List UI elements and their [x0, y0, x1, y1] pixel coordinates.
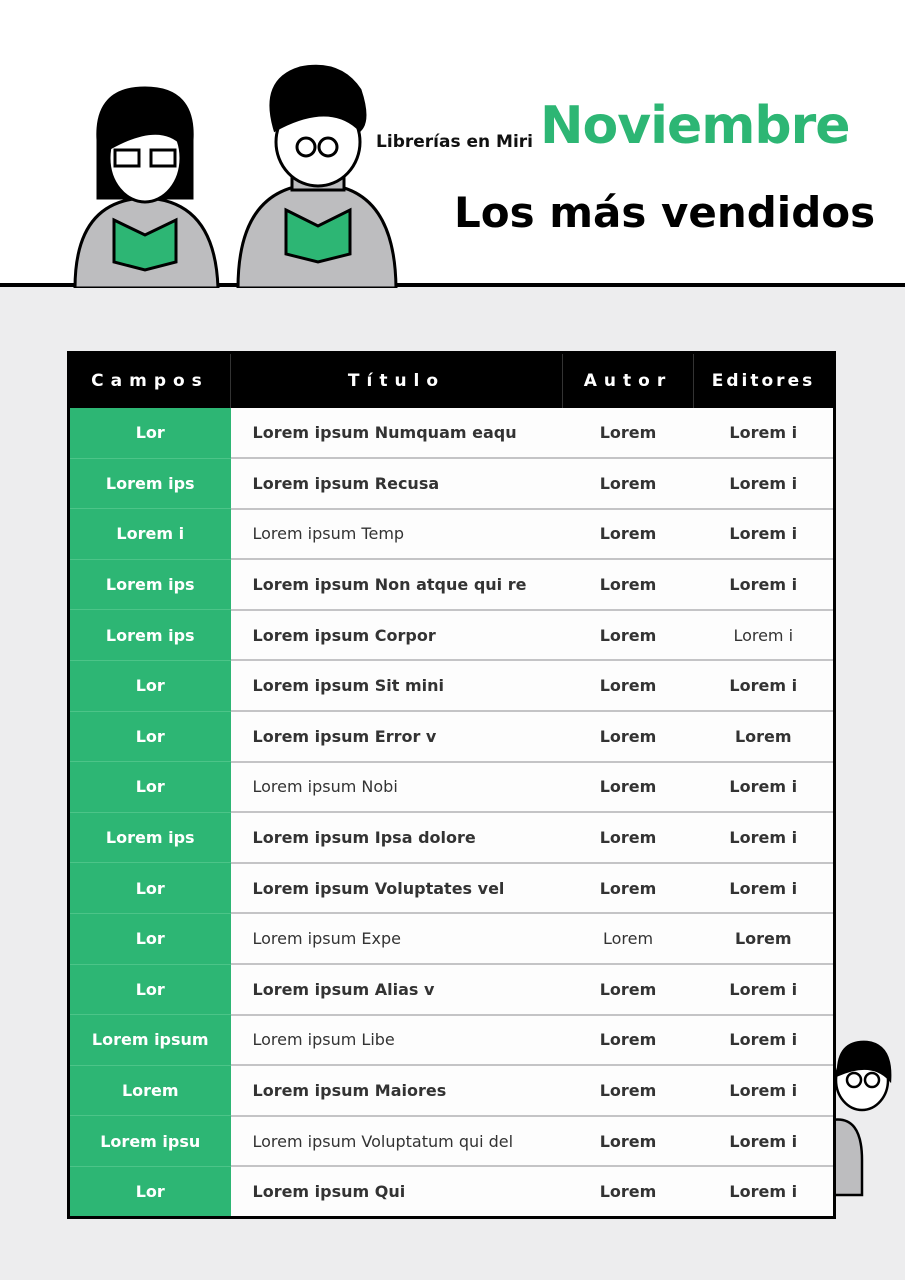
column-header-titulo: Título: [231, 353, 563, 408]
cell-editores: Lorem: [694, 913, 835, 964]
cell-editores: Lorem i: [694, 408, 835, 459]
cell-editores: Lorem i: [694, 660, 835, 711]
cell-titulo: Lorem ipsum Numquam eaqu: [231, 408, 563, 459]
table-row: [69, 1116, 835, 1167]
peeking-person-illustration-icon: [832, 1040, 905, 1200]
cell-campos: Lor: [69, 660, 231, 711]
cell-titulo: Lorem ipsum Libe: [231, 1015, 563, 1066]
cell-campos: Lor: [69, 711, 231, 762]
cell-titulo: Lorem ipsum Ipsa dolore: [231, 812, 563, 863]
cell-titulo: Lorem ipsum Corpor: [231, 610, 563, 661]
cell-autor: Lorem: [563, 408, 694, 459]
table-row: [69, 1166, 835, 1217]
cell-editores: Lorem i: [694, 1065, 835, 1116]
table-row: [69, 1065, 835, 1116]
cell-campos: Lor: [69, 964, 231, 1015]
cell-campos: Lorem ips: [69, 458, 231, 509]
cell-campos: Lor: [69, 863, 231, 914]
column-header-autor: Autor: [563, 353, 694, 408]
month-heading: Noviembre: [540, 96, 850, 156]
table-row: [69, 863, 835, 914]
table-row: [69, 913, 835, 964]
cell-autor: Lorem: [563, 913, 694, 964]
cell-campos: Lorem i: [69, 509, 231, 560]
cell-editores: Lorem i: [694, 964, 835, 1015]
cell-editores: Lorem i: [694, 509, 835, 560]
table-row: [69, 660, 835, 711]
cell-autor: Lorem: [563, 762, 694, 813]
cell-titulo: Lorem ipsum Temp: [231, 509, 563, 560]
cell-campos: Lor: [69, 1166, 231, 1217]
table-row: [69, 711, 835, 762]
cell-titulo: Lorem ipsum Error v: [231, 711, 563, 762]
cell-editores: Lorem i: [694, 812, 835, 863]
cell-autor: Lorem: [563, 509, 694, 560]
cell-autor: Lorem: [563, 610, 694, 661]
cell-titulo: Lorem ipsum Qui: [231, 1166, 563, 1217]
bestsellers-table: [67, 351, 836, 1219]
cell-titulo: Lorem ipsum Expe: [231, 913, 563, 964]
cell-editores: Lorem i: [694, 762, 835, 813]
cell-titulo: Lorem ipsum Nobi: [231, 762, 563, 813]
cell-autor: Lorem: [563, 660, 694, 711]
cell-editores: Lorem i: [694, 458, 835, 509]
cell-campos: Lorem: [69, 1065, 231, 1116]
cell-autor: Lorem: [563, 964, 694, 1015]
cell-campos: Lorem ips: [69, 610, 231, 661]
cell-titulo: Lorem ipsum Maiores: [231, 1065, 563, 1116]
cell-editores: Lorem: [694, 711, 835, 762]
cell-autor: Lorem: [563, 1015, 694, 1066]
cell-campos: Lor: [69, 913, 231, 964]
cell-editores: Lorem i: [694, 1015, 835, 1066]
cell-titulo: Lorem ipsum Voluptatum qui del: [231, 1116, 563, 1167]
table-row: [69, 559, 835, 610]
readers-illustration-icon: [70, 60, 410, 288]
cell-autor: Lorem: [563, 1065, 694, 1116]
table-row: [69, 408, 835, 459]
cell-autor: Lorem: [563, 1166, 694, 1217]
table-row: [69, 458, 835, 509]
table-header-row: [69, 353, 835, 408]
cell-campos: Lor: [69, 408, 231, 459]
cell-campos: Lorem ipsu: [69, 1116, 231, 1167]
table-row: [69, 610, 835, 661]
page-title: Los más vendidos: [454, 188, 876, 237]
cell-titulo: Lorem ipsum Alias v: [231, 964, 563, 1015]
cell-campos: Lorem ips: [69, 812, 231, 863]
cell-autor: Lorem: [563, 711, 694, 762]
cell-titulo: Lorem ipsum Voluptates vel: [231, 863, 563, 914]
cell-titulo: Lorem ipsum Sit mini: [231, 660, 563, 711]
cell-editores: Lorem i: [694, 559, 835, 610]
table-row: [69, 964, 835, 1015]
cell-autor: Lorem: [563, 863, 694, 914]
column-header-campos: Campos: [69, 353, 231, 408]
cell-editores: Lorem i: [694, 1116, 835, 1167]
cell-titulo: Lorem ipsum Recusa: [231, 458, 563, 509]
table-row: [69, 812, 835, 863]
cell-autor: Lorem: [563, 559, 694, 610]
cell-campos: Lorem ips: [69, 559, 231, 610]
cell-campos: Lor: [69, 762, 231, 813]
table-row: [69, 1015, 835, 1066]
cell-autor: Lorem: [563, 812, 694, 863]
cell-editores: Lorem i: [694, 1166, 835, 1217]
header-banner: [0, 0, 905, 287]
cell-campos: Lorem ipsum: [69, 1015, 231, 1066]
cell-titulo: Lorem ipsum Non atque qui re: [231, 559, 563, 610]
cell-autor: Lorem: [563, 1116, 694, 1167]
cell-editores: Lorem i: [694, 863, 835, 914]
store-subtitle: Librerías en Miri: [376, 132, 533, 152]
table-row: [69, 509, 835, 560]
table-row: [69, 762, 835, 813]
column-header-editores: Editores: [694, 353, 835, 408]
cell-autor: Lorem: [563, 458, 694, 509]
cell-editores: Lorem i: [694, 610, 835, 661]
